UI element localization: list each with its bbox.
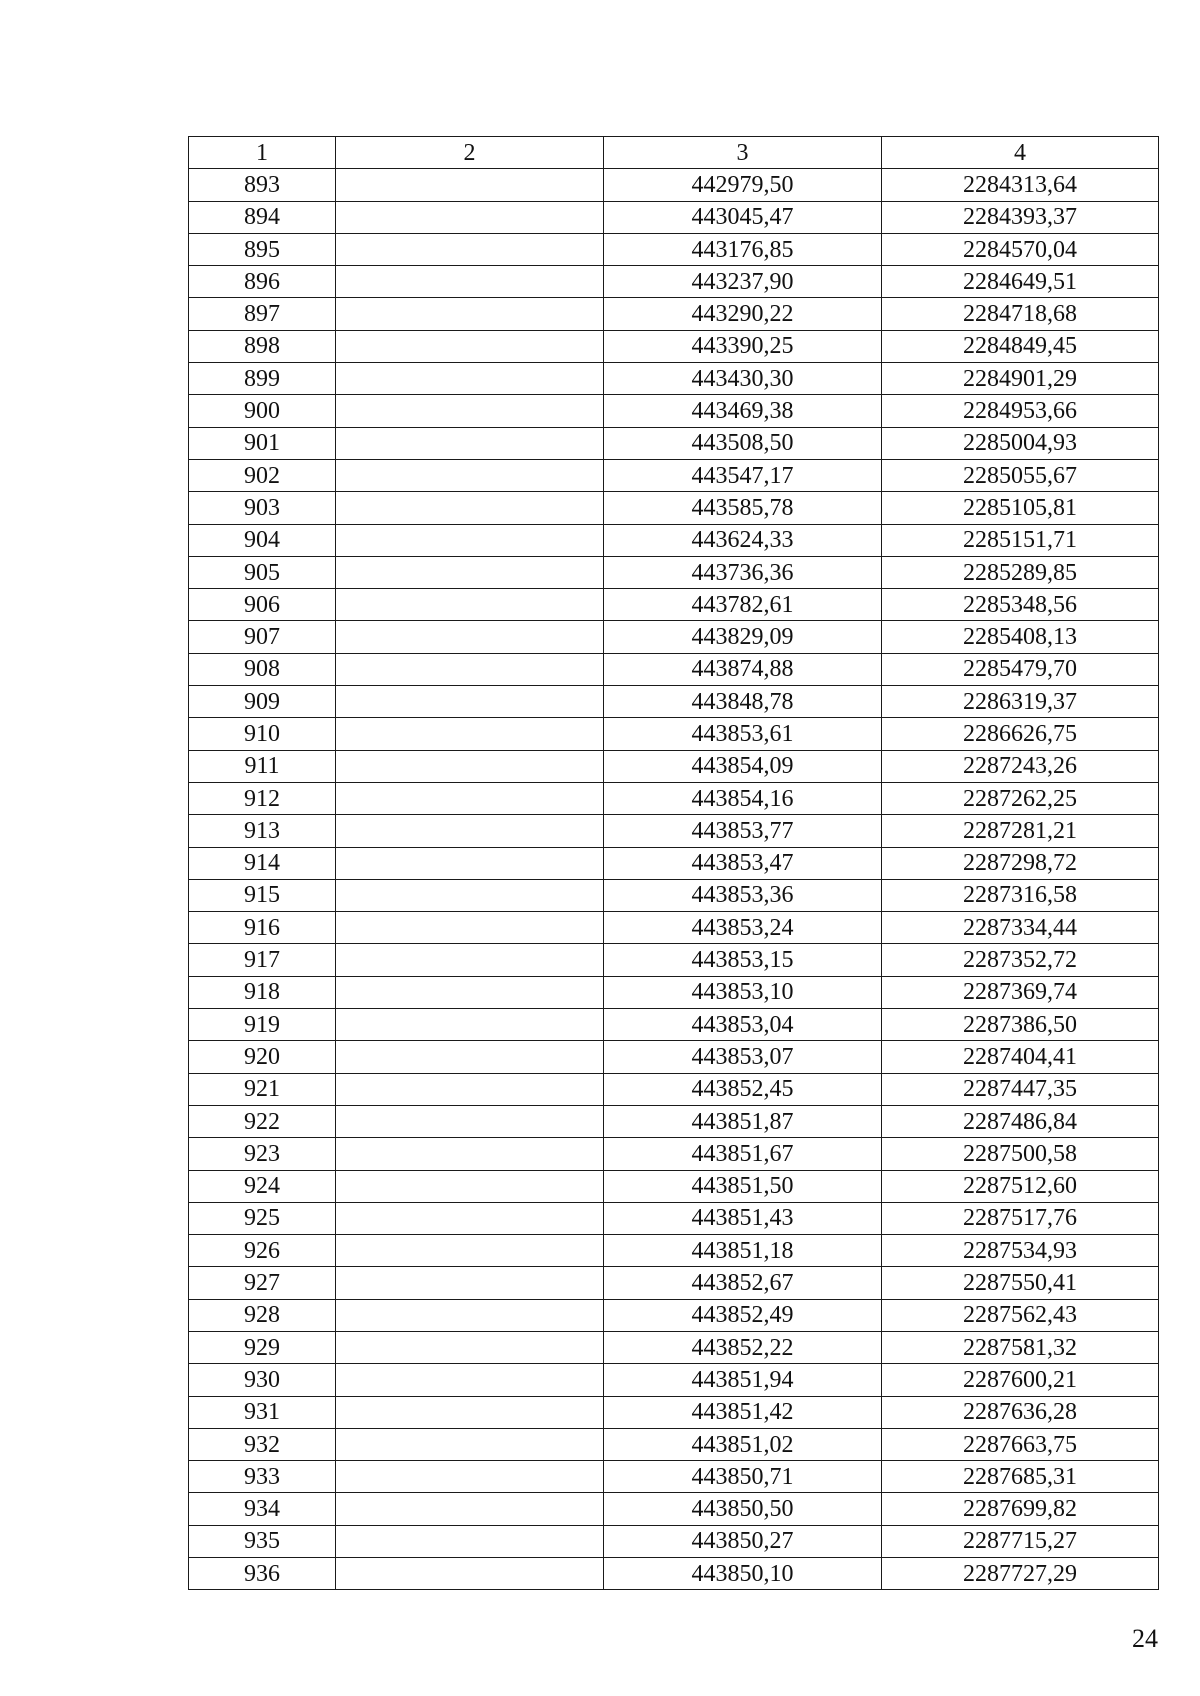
- y-coordinate-cell: 2284901,29: [882, 363, 1159, 395]
- table-row: [189, 944, 1159, 976]
- y-coordinate-cell: 2285348,56: [882, 589, 1159, 621]
- table-header: [189, 137, 1159, 169]
- x-coordinate-cell: 443874,88: [604, 653, 882, 685]
- point-number-cell: 924: [189, 1170, 336, 1202]
- x-coordinate-cell: 443851,18: [604, 1235, 882, 1267]
- table-row: [189, 201, 1159, 233]
- point-number-cell: 894: [189, 201, 336, 233]
- point-number-cell: 927: [189, 1267, 336, 1299]
- y-coordinate-cell: 2287512,60: [882, 1170, 1159, 1202]
- x-coordinate-cell: 443851,43: [604, 1202, 882, 1234]
- y-coordinate-cell: 2287281,21: [882, 815, 1159, 847]
- point-number-cell: 930: [189, 1364, 336, 1396]
- x-coordinate-cell: 443848,78: [604, 686, 882, 718]
- x-coordinate-cell: 443585,78: [604, 492, 882, 524]
- table-row: [189, 1461, 1159, 1493]
- x-coordinate-cell: 443851,02: [604, 1428, 882, 1460]
- point-number-cell: 907: [189, 621, 336, 653]
- y-coordinate-cell: 2285289,85: [882, 556, 1159, 588]
- description-cell: [336, 1558, 604, 1590]
- x-coordinate-cell: 443782,61: [604, 589, 882, 621]
- y-coordinate-cell: 2285004,93: [882, 427, 1159, 459]
- y-coordinate-cell: 2287727,29: [882, 1558, 1159, 1590]
- point-number-cell: 899: [189, 363, 336, 395]
- y-coordinate-cell: 2287600,21: [882, 1364, 1159, 1396]
- x-coordinate-cell: 443850,10: [604, 1558, 882, 1590]
- description-cell: [336, 1170, 604, 1202]
- table-row: [189, 1493, 1159, 1525]
- point-number-cell: 897: [189, 298, 336, 330]
- point-number-cell: 905: [189, 556, 336, 588]
- table-row: [189, 1105, 1159, 1137]
- table-row: [189, 1202, 1159, 1234]
- y-coordinate-cell: 2285479,70: [882, 653, 1159, 685]
- table-row: [189, 1170, 1159, 1202]
- description-cell: [336, 1461, 604, 1493]
- description-cell: [336, 363, 604, 395]
- point-number-cell: 898: [189, 330, 336, 362]
- y-coordinate-cell: 2287663,75: [882, 1428, 1159, 1460]
- y-coordinate-cell: 2287334,44: [882, 912, 1159, 944]
- x-coordinate-cell: 443290,22: [604, 298, 882, 330]
- table-row: [189, 976, 1159, 1008]
- header-cell-col2: 2: [336, 137, 604, 169]
- x-coordinate-cell: 443850,27: [604, 1525, 882, 1557]
- y-coordinate-cell: 2287404,41: [882, 1041, 1159, 1073]
- table-row: [189, 1267, 1159, 1299]
- point-number-cell: 895: [189, 233, 336, 265]
- x-coordinate-cell: 443624,33: [604, 524, 882, 556]
- table-row: [189, 169, 1159, 201]
- header-cell-col1: 1: [189, 137, 336, 169]
- point-number-cell: 909: [189, 686, 336, 718]
- x-coordinate-cell: 443853,24: [604, 912, 882, 944]
- table-row: [189, 1299, 1159, 1331]
- y-coordinate-cell: 2287369,74: [882, 976, 1159, 1008]
- description-cell: [336, 556, 604, 588]
- y-coordinate-cell: 2287386,50: [882, 1009, 1159, 1041]
- point-number-cell: 920: [189, 1041, 336, 1073]
- y-coordinate-cell: 2287500,58: [882, 1138, 1159, 1170]
- point-number-cell: 904: [189, 524, 336, 556]
- table-row: [189, 1428, 1159, 1460]
- table-row: [189, 1331, 1159, 1363]
- point-number-cell: 926: [189, 1235, 336, 1267]
- point-number-cell: 936: [189, 1558, 336, 1590]
- table-row: [189, 686, 1159, 718]
- x-coordinate-cell: 443508,50: [604, 427, 882, 459]
- description-cell: [336, 1331, 604, 1363]
- x-coordinate-cell: 443547,17: [604, 459, 882, 491]
- y-coordinate-cell: 2287636,28: [882, 1396, 1159, 1428]
- x-coordinate-cell: 443851,42: [604, 1396, 882, 1428]
- description-cell: [336, 1428, 604, 1460]
- table-row: [189, 815, 1159, 847]
- y-coordinate-cell: 2284393,37: [882, 201, 1159, 233]
- x-coordinate-cell: 443469,38: [604, 395, 882, 427]
- point-number-cell: 912: [189, 782, 336, 814]
- x-coordinate-cell: 442979,50: [604, 169, 882, 201]
- description-cell: [336, 1235, 604, 1267]
- x-coordinate-cell: 443854,16: [604, 782, 882, 814]
- table-row: [189, 556, 1159, 588]
- description-cell: [336, 1073, 604, 1105]
- description-cell: [336, 1105, 604, 1137]
- description-cell: [336, 589, 604, 621]
- y-coordinate-cell: 2287699,82: [882, 1493, 1159, 1525]
- description-cell: [336, 1138, 604, 1170]
- x-coordinate-cell: 443852,67: [604, 1267, 882, 1299]
- description-cell: [336, 912, 604, 944]
- description-cell: [336, 1009, 604, 1041]
- y-coordinate-cell: 2287581,32: [882, 1331, 1159, 1363]
- description-cell: [336, 718, 604, 750]
- y-coordinate-cell: 2287685,31: [882, 1461, 1159, 1493]
- point-number-cell: 902: [189, 459, 336, 491]
- table-row: [189, 266, 1159, 298]
- point-number-cell: 913: [189, 815, 336, 847]
- table-row: [189, 427, 1159, 459]
- x-coordinate-cell: 443237,90: [604, 266, 882, 298]
- description-cell: [336, 815, 604, 847]
- point-number-cell: 906: [189, 589, 336, 621]
- description-cell: [336, 1041, 604, 1073]
- x-coordinate-cell: 443045,47: [604, 201, 882, 233]
- description-cell: [336, 1396, 604, 1428]
- x-coordinate-cell: 443736,36: [604, 556, 882, 588]
- description-cell: [336, 492, 604, 524]
- y-coordinate-cell: 2284849,45: [882, 330, 1159, 362]
- table-row: [189, 1396, 1159, 1428]
- y-coordinate-cell: 2284649,51: [882, 266, 1159, 298]
- y-coordinate-cell: 2287562,43: [882, 1299, 1159, 1331]
- y-coordinate-cell: 2287486,84: [882, 1105, 1159, 1137]
- x-coordinate-cell: 443852,45: [604, 1073, 882, 1105]
- point-number-cell: 929: [189, 1331, 336, 1363]
- description-cell: [336, 1525, 604, 1557]
- x-coordinate-cell: 443853,15: [604, 944, 882, 976]
- point-number-cell: 917: [189, 944, 336, 976]
- table-row: [189, 1009, 1159, 1041]
- point-number-cell: 915: [189, 879, 336, 911]
- table-row: [189, 233, 1159, 265]
- description-cell: [336, 330, 604, 362]
- table-row: [189, 330, 1159, 362]
- y-coordinate-cell: 2284570,04: [882, 233, 1159, 265]
- x-coordinate-cell: 443853,04: [604, 1009, 882, 1041]
- x-coordinate-cell: 443851,87: [604, 1105, 882, 1137]
- table-row: [189, 912, 1159, 944]
- table-row: [189, 1235, 1159, 1267]
- description-cell: [336, 1493, 604, 1525]
- table-row: [189, 589, 1159, 621]
- description-cell: [336, 653, 604, 685]
- y-coordinate-cell: 2287298,72: [882, 847, 1159, 879]
- point-number-cell: 928: [189, 1299, 336, 1331]
- point-number-cell: 911: [189, 750, 336, 782]
- description-cell: [336, 1299, 604, 1331]
- table-row: [189, 782, 1159, 814]
- x-coordinate-cell: 443851,94: [604, 1364, 882, 1396]
- table-row: [189, 1558, 1159, 1590]
- point-number-cell: 923: [189, 1138, 336, 1170]
- x-coordinate-cell: 443851,50: [604, 1170, 882, 1202]
- point-number-cell: 933: [189, 1461, 336, 1493]
- point-number-cell: 919: [189, 1009, 336, 1041]
- coordinate-table: [188, 136, 1159, 1590]
- description-cell: [336, 427, 604, 459]
- y-coordinate-cell: 2284718,68: [882, 298, 1159, 330]
- table-row: [189, 363, 1159, 395]
- table-row: [189, 1041, 1159, 1073]
- table-row: [189, 621, 1159, 653]
- x-coordinate-cell: 443176,85: [604, 233, 882, 265]
- point-number-cell: 921: [189, 1073, 336, 1105]
- x-coordinate-cell: 443853,10: [604, 976, 882, 1008]
- header-row: [189, 137, 1159, 169]
- description-cell: [336, 976, 604, 1008]
- x-coordinate-cell: 443852,22: [604, 1331, 882, 1363]
- header-cell-col3: 3: [604, 137, 882, 169]
- table-row: [189, 718, 1159, 750]
- table-row: [189, 879, 1159, 911]
- table-row: [189, 524, 1159, 556]
- point-number-cell: 903: [189, 492, 336, 524]
- description-cell: [336, 298, 604, 330]
- x-coordinate-cell: 443854,09: [604, 750, 882, 782]
- description-cell: [336, 1202, 604, 1234]
- point-number-cell: 916: [189, 912, 336, 944]
- table-row: [189, 459, 1159, 491]
- table-row: [189, 492, 1159, 524]
- y-coordinate-cell: 2287262,25: [882, 782, 1159, 814]
- point-number-cell: 896: [189, 266, 336, 298]
- point-number-cell: 908: [189, 653, 336, 685]
- point-number-cell: 893: [189, 169, 336, 201]
- x-coordinate-cell: 443853,61: [604, 718, 882, 750]
- y-coordinate-cell: 2285105,81: [882, 492, 1159, 524]
- point-number-cell: 925: [189, 1202, 336, 1234]
- point-number-cell: 931: [189, 1396, 336, 1428]
- table-row: [189, 1364, 1159, 1396]
- description-cell: [336, 459, 604, 491]
- y-coordinate-cell: 2287447,35: [882, 1073, 1159, 1105]
- point-number-cell: 914: [189, 847, 336, 879]
- table-row: [189, 1138, 1159, 1170]
- table-row: [189, 653, 1159, 685]
- x-coordinate-cell: 443851,67: [604, 1138, 882, 1170]
- table-row: [189, 298, 1159, 330]
- description-cell: [336, 944, 604, 976]
- point-number-cell: 935: [189, 1525, 336, 1557]
- table-body: [189, 169, 1159, 1590]
- point-number-cell: 922: [189, 1105, 336, 1137]
- x-coordinate-cell: 443853,07: [604, 1041, 882, 1073]
- x-coordinate-cell: 443390,25: [604, 330, 882, 362]
- y-coordinate-cell: 2284953,66: [882, 395, 1159, 427]
- point-number-cell: 932: [189, 1428, 336, 1460]
- point-number-cell: 910: [189, 718, 336, 750]
- description-cell: [336, 266, 604, 298]
- y-coordinate-cell: 2286319,37: [882, 686, 1159, 718]
- x-coordinate-cell: 443850,50: [604, 1493, 882, 1525]
- point-number-cell: 901: [189, 427, 336, 459]
- point-number-cell: 900: [189, 395, 336, 427]
- x-coordinate-cell: 443430,30: [604, 363, 882, 395]
- x-coordinate-cell: 443850,71: [604, 1461, 882, 1493]
- header-cell-col4: 4: [882, 137, 1159, 169]
- y-coordinate-cell: 2286626,75: [882, 718, 1159, 750]
- description-cell: [336, 621, 604, 653]
- y-coordinate-cell: 2284313,64: [882, 169, 1159, 201]
- y-coordinate-cell: 2287550,41: [882, 1267, 1159, 1299]
- x-coordinate-cell: 443853,36: [604, 879, 882, 911]
- table-row: [189, 1073, 1159, 1105]
- description-cell: [336, 847, 604, 879]
- table-row: [189, 1525, 1159, 1557]
- table-row: [189, 847, 1159, 879]
- description-cell: [336, 169, 604, 201]
- y-coordinate-cell: 2287534,93: [882, 1235, 1159, 1267]
- y-coordinate-cell: 2287715,27: [882, 1525, 1159, 1557]
- point-number-cell: 918: [189, 976, 336, 1008]
- description-cell: [336, 233, 604, 265]
- y-coordinate-cell: 2287352,72: [882, 944, 1159, 976]
- y-coordinate-cell: 2285408,13: [882, 621, 1159, 653]
- table-row: [189, 750, 1159, 782]
- page-number: 24: [1132, 1624, 1158, 1653]
- x-coordinate-cell: 443853,47: [604, 847, 882, 879]
- y-coordinate-cell: 2287517,76: [882, 1202, 1159, 1234]
- description-cell: [336, 395, 604, 427]
- point-number-cell: 934: [189, 1493, 336, 1525]
- table-row: [189, 395, 1159, 427]
- x-coordinate-cell: 443853,77: [604, 815, 882, 847]
- y-coordinate-cell: 2285055,67: [882, 459, 1159, 491]
- x-coordinate-cell: 443852,49: [604, 1299, 882, 1331]
- description-cell: [336, 1364, 604, 1396]
- description-cell: [336, 201, 604, 233]
- y-coordinate-cell: 2285151,71: [882, 524, 1159, 556]
- description-cell: [336, 524, 604, 556]
- y-coordinate-cell: 2287243,26: [882, 750, 1159, 782]
- description-cell: [336, 879, 604, 911]
- x-coordinate-cell: 443829,09: [604, 621, 882, 653]
- description-cell: [336, 782, 604, 814]
- description-cell: [336, 750, 604, 782]
- description-cell: [336, 1267, 604, 1299]
- description-cell: [336, 686, 604, 718]
- y-coordinate-cell: 2287316,58: [882, 879, 1159, 911]
